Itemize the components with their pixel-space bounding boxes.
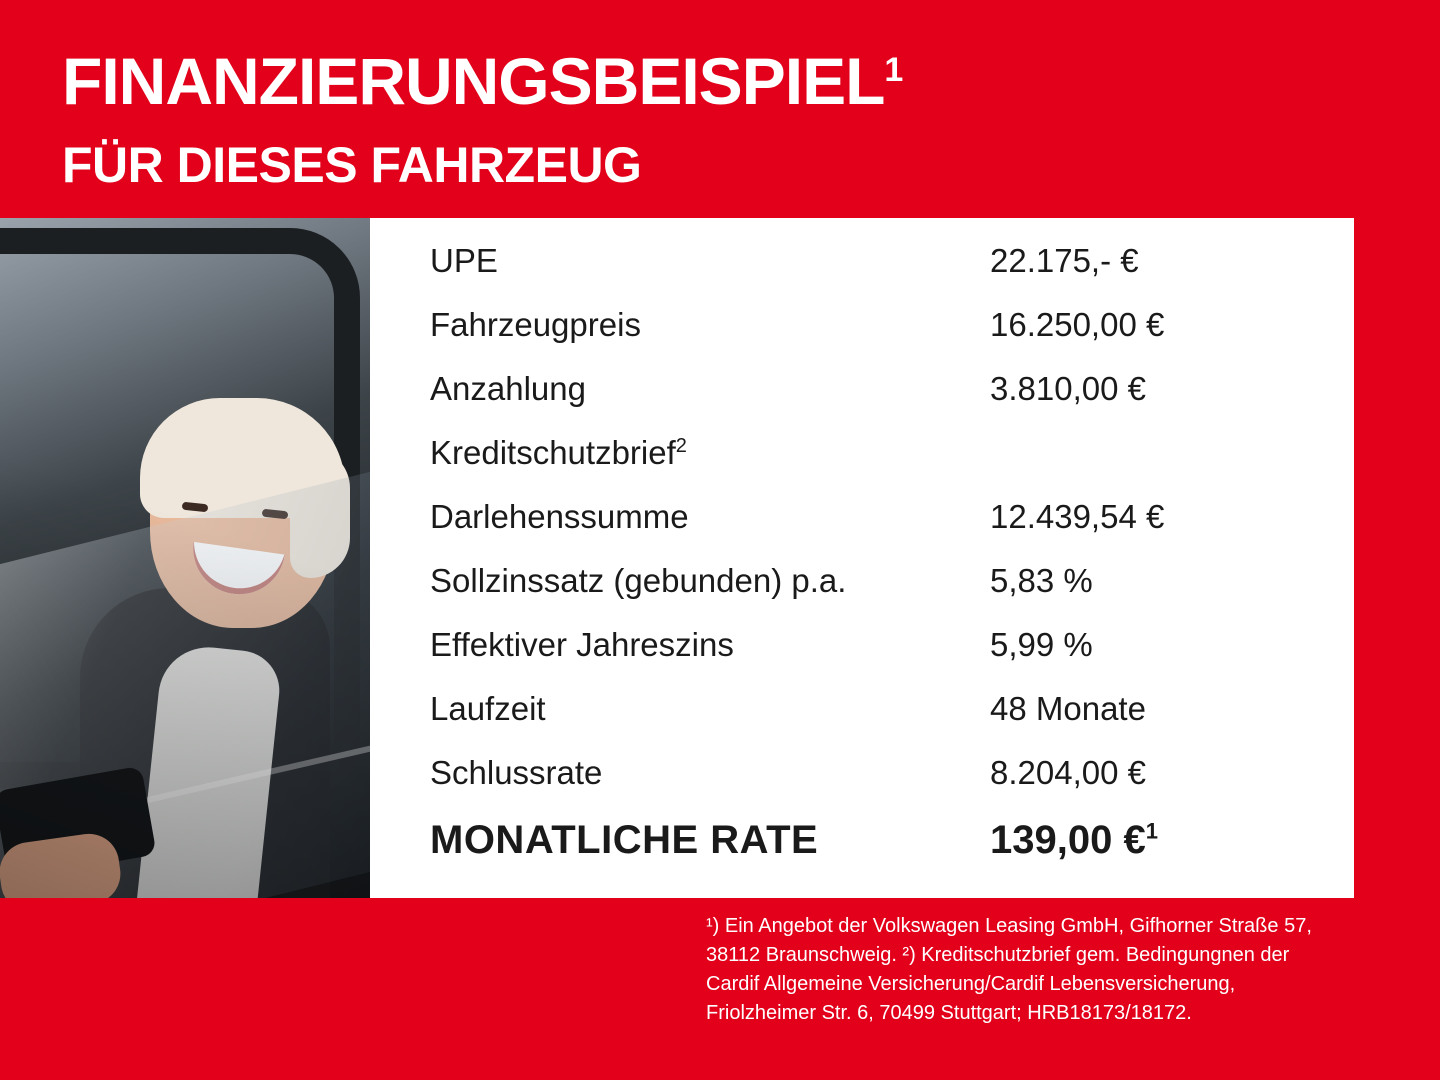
monthly-rate-label: MONATLICHE RATE bbox=[430, 818, 819, 862]
vehicle-photo bbox=[0, 218, 370, 898]
monthly-rate-amount: 139,00 € bbox=[990, 818, 1146, 862]
table-row bbox=[430, 434, 1290, 498]
table-row bbox=[430, 306, 1290, 370]
monthly-rate-value bbox=[990, 818, 1158, 863]
table-row bbox=[430, 754, 1290, 818]
monthly-rate-row bbox=[430, 818, 1290, 890]
row-value: 3.810,00 € bbox=[990, 370, 1146, 407]
row-value: 5,83 % bbox=[990, 562, 1093, 599]
page-title-footnote-marker: 1 bbox=[884, 51, 903, 89]
row-value: 16.250,00 € bbox=[990, 306, 1165, 343]
row-value: 22.175,- € bbox=[990, 242, 1139, 279]
row-label-text: Sollzinssatz (gebunden) p.a. bbox=[430, 562, 847, 599]
row-value: 48 Monate bbox=[990, 690, 1146, 727]
row-label bbox=[430, 434, 990, 472]
row-label-text: Darlehenssumme bbox=[430, 498, 689, 535]
table-row bbox=[430, 626, 1290, 690]
row-label bbox=[430, 626, 990, 664]
row-label-text: Fahrzeugpreis bbox=[430, 306, 641, 343]
row-label-text: Laufzeit bbox=[430, 690, 546, 727]
table-row bbox=[430, 562, 1290, 626]
table-row bbox=[430, 242, 1290, 306]
row-value: 12.439,54 € bbox=[990, 498, 1165, 535]
table-row bbox=[430, 370, 1290, 434]
row-label-text: Schlussrate bbox=[430, 754, 603, 791]
row-label bbox=[430, 754, 990, 792]
row-label bbox=[430, 306, 990, 344]
row-label bbox=[430, 370, 990, 408]
row-label bbox=[430, 498, 990, 536]
table-row bbox=[430, 690, 1290, 754]
photo-vignette bbox=[0, 218, 370, 898]
page-title-text: FINANZIERUNGSBEISPIEL bbox=[62, 44, 885, 118]
financing-table-panel bbox=[370, 218, 1354, 898]
financing-table bbox=[430, 242, 1290, 890]
row-label-footnote-marker: 2 bbox=[675, 435, 687, 457]
row-label-text: UPE bbox=[430, 242, 498, 279]
row-label bbox=[430, 242, 990, 280]
row-label bbox=[430, 690, 990, 728]
monthly-rate-footnote-marker: 1 bbox=[1145, 818, 1158, 844]
row-label-text: Kreditschutzbrief bbox=[430, 434, 676, 471]
right-margin bbox=[1354, 218, 1440, 898]
row-value: 5,99 % bbox=[990, 626, 1093, 663]
legal-footnote: ¹) Ein Angebot der Volkswagen Leasing GmbH, Gifhorner Straße 57, 38112 Braunschweig. ²) Kreditschutzbrief gem. Bedingungnen der Cardif Allgemeine Versicherung/Cardif Lebensversicherung, Friolzheimer Str. 6, 70499 Stuttgart; HRB18173/18172. bbox=[706, 915, 1312, 1024]
page-subtitle: FÜR DIESES FAHRZEUG bbox=[62, 137, 642, 193]
row-label-text: Anzahlung bbox=[430, 370, 586, 407]
header-banner bbox=[0, 0, 1440, 218]
table-row bbox=[430, 498, 1290, 562]
row-value: 8.204,00 € bbox=[990, 754, 1146, 791]
row-label-text: Effektiver Jahreszins bbox=[430, 626, 734, 663]
page-title bbox=[62, 44, 903, 118]
row-label bbox=[430, 562, 990, 600]
